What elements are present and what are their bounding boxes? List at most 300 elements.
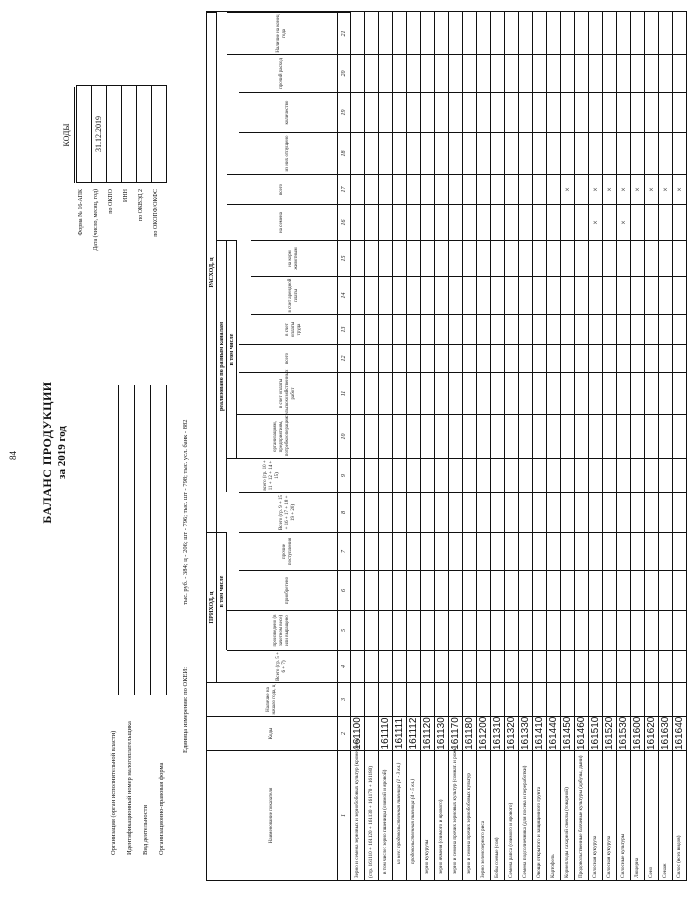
data-cell[interactable] bbox=[365, 458, 378, 492]
data-cell[interactable] bbox=[351, 132, 364, 174]
data-cell[interactable] bbox=[407, 54, 420, 92]
data-cell[interactable] bbox=[561, 532, 574, 570]
data-cell[interactable] bbox=[407, 458, 420, 492]
data-cell[interactable] bbox=[491, 132, 504, 174]
data-cell[interactable] bbox=[617, 682, 630, 716]
data-cell[interactable] bbox=[575, 610, 588, 650]
data-cell[interactable] bbox=[449, 570, 462, 610]
data-cell[interactable] bbox=[631, 682, 644, 716]
data-cell[interactable] bbox=[365, 532, 378, 570]
data-cell[interactable] bbox=[351, 650, 364, 682]
data-cell[interactable] bbox=[631, 414, 644, 458]
data-cell[interactable] bbox=[421, 12, 434, 54]
data-cell[interactable] bbox=[519, 314, 532, 344]
data-cell[interactable] bbox=[673, 276, 686, 314]
data-cell[interactable] bbox=[659, 650, 672, 682]
data-cell[interactable] bbox=[533, 132, 546, 174]
data-cell[interactable] bbox=[421, 132, 434, 174]
data-cell[interactable] bbox=[491, 92, 504, 132]
data-cell[interactable] bbox=[617, 92, 630, 132]
data-cell[interactable] bbox=[589, 650, 602, 682]
data-cell[interactable] bbox=[519, 132, 532, 174]
data-cell[interactable] bbox=[519, 492, 532, 532]
data-cell[interactable] bbox=[351, 492, 364, 532]
data-cell[interactable] bbox=[379, 132, 392, 174]
data-cell[interactable] bbox=[393, 414, 406, 458]
data-cell[interactable] bbox=[673, 92, 686, 132]
data-cell[interactable] bbox=[561, 276, 574, 314]
data-cell[interactable] bbox=[519, 54, 532, 92]
data-cell[interactable] bbox=[617, 458, 630, 492]
data-cell[interactable] bbox=[351, 344, 364, 372]
org-field-line-2[interactable] bbox=[150, 385, 151, 695]
data-cell[interactable] bbox=[393, 276, 406, 314]
org-field-line-3[interactable] bbox=[166, 385, 167, 695]
data-cell[interactable] bbox=[435, 532, 448, 570]
data-cell[interactable] bbox=[519, 610, 532, 650]
data-cell[interactable] bbox=[547, 682, 560, 716]
data-cell[interactable] bbox=[477, 204, 490, 240]
data-cell[interactable] bbox=[631, 344, 644, 372]
data-cell[interactable] bbox=[351, 682, 364, 716]
data-cell[interactable] bbox=[407, 240, 420, 276]
data-cell[interactable] bbox=[393, 92, 406, 132]
data-cell[interactable] bbox=[533, 650, 546, 682]
data-cell[interactable] bbox=[673, 204, 686, 240]
data-cell[interactable] bbox=[365, 344, 378, 372]
data-cell[interactable] bbox=[533, 344, 546, 372]
data-cell[interactable] bbox=[617, 132, 630, 174]
data-cell[interactable] bbox=[575, 650, 588, 682]
data-cell[interactable] bbox=[491, 314, 504, 344]
data-cell[interactable] bbox=[603, 344, 616, 372]
data-cell[interactable] bbox=[435, 344, 448, 372]
data-cell[interactable] bbox=[519, 344, 532, 372]
data-cell[interactable] bbox=[477, 682, 490, 716]
data-cell[interactable] bbox=[379, 610, 392, 650]
data-cell[interactable] bbox=[421, 458, 434, 492]
data-cell[interactable] bbox=[603, 204, 616, 240]
data-cell[interactable] bbox=[631, 372, 644, 414]
data-cell[interactable] bbox=[365, 132, 378, 174]
data-cell[interactable] bbox=[393, 344, 406, 372]
data-cell[interactable] bbox=[519, 570, 532, 610]
data-cell[interactable] bbox=[659, 492, 672, 532]
data-cell[interactable] bbox=[407, 682, 420, 716]
data-cell[interactable] bbox=[449, 532, 462, 570]
data-cell[interactable] bbox=[547, 276, 560, 314]
data-cell[interactable] bbox=[561, 492, 574, 532]
data-cell[interactable] bbox=[519, 414, 532, 458]
org-field-line-1[interactable] bbox=[134, 385, 135, 695]
data-cell[interactable] bbox=[631, 610, 644, 650]
data-cell[interactable] bbox=[449, 458, 462, 492]
data-cell[interactable] bbox=[491, 650, 504, 682]
data-cell[interactable] bbox=[631, 12, 644, 54]
data-cell[interactable] bbox=[659, 610, 672, 650]
data-cell[interactable] bbox=[449, 414, 462, 458]
data-cell[interactable] bbox=[561, 458, 574, 492]
data-cell[interactable] bbox=[463, 682, 476, 716]
data-cell[interactable] bbox=[645, 650, 658, 682]
data-cell[interactable] bbox=[505, 372, 518, 414]
data-cell[interactable] bbox=[421, 610, 434, 650]
data-cell[interactable] bbox=[645, 204, 658, 240]
data-cell[interactable] bbox=[393, 492, 406, 532]
data-cell[interactable] bbox=[393, 54, 406, 92]
data-cell[interactable] bbox=[589, 314, 602, 344]
data-cell[interactable] bbox=[673, 414, 686, 458]
data-cell[interactable] bbox=[463, 610, 476, 650]
data-cell[interactable] bbox=[575, 344, 588, 372]
data-cell[interactable] bbox=[603, 314, 616, 344]
data-cell[interactable] bbox=[449, 12, 462, 54]
data-cell[interactable] bbox=[547, 532, 560, 570]
data-cell[interactable] bbox=[463, 54, 476, 92]
data-cell[interactable] bbox=[365, 174, 378, 204]
data-cell[interactable] bbox=[379, 344, 392, 372]
data-cell[interactable] bbox=[379, 532, 392, 570]
data-cell[interactable] bbox=[435, 132, 448, 174]
data-cell[interactable] bbox=[351, 276, 364, 314]
data-cell[interactable] bbox=[645, 132, 658, 174]
data-cell[interactable] bbox=[659, 54, 672, 92]
data-cell[interactable] bbox=[449, 132, 462, 174]
data-cell[interactable] bbox=[645, 276, 658, 314]
data-cell[interactable] bbox=[561, 414, 574, 458]
data-cell[interactable] bbox=[379, 204, 392, 240]
data-cell[interactable] bbox=[393, 458, 406, 492]
data-cell[interactable] bbox=[659, 314, 672, 344]
data-cell[interactable] bbox=[547, 458, 560, 492]
data-cell[interactable] bbox=[547, 414, 560, 458]
data-cell[interactable] bbox=[589, 682, 602, 716]
data-cell[interactable] bbox=[449, 650, 462, 682]
data-cell[interactable] bbox=[435, 682, 448, 716]
data-cell[interactable] bbox=[505, 682, 518, 716]
data-cell[interactable] bbox=[435, 174, 448, 204]
data-cell[interactable] bbox=[421, 92, 434, 132]
data-cell[interactable] bbox=[365, 92, 378, 132]
data-cell[interactable] bbox=[533, 204, 546, 240]
data-cell[interactable] bbox=[393, 174, 406, 204]
data-cell[interactable] bbox=[673, 240, 686, 276]
data-cell[interactable] bbox=[547, 12, 560, 54]
data-cell[interactable] bbox=[519, 204, 532, 240]
data-cell[interactable] bbox=[505, 54, 518, 92]
data-cell[interactable] bbox=[645, 682, 658, 716]
data-cell[interactable] bbox=[491, 458, 504, 492]
data-cell[interactable] bbox=[617, 240, 630, 276]
data-cell[interactable] bbox=[547, 204, 560, 240]
data-cell[interactable] bbox=[673, 12, 686, 54]
data-cell[interactable] bbox=[603, 458, 616, 492]
data-cell[interactable] bbox=[449, 492, 462, 532]
data-cell[interactable] bbox=[449, 610, 462, 650]
data-cell[interactable] bbox=[603, 650, 616, 682]
data-cell[interactable] bbox=[575, 174, 588, 204]
data-cell[interactable] bbox=[351, 414, 364, 458]
data-cell[interactable] bbox=[491, 532, 504, 570]
data-cell[interactable] bbox=[561, 54, 574, 92]
data-cell[interactable] bbox=[533, 174, 546, 204]
data-cell[interactable] bbox=[407, 610, 420, 650]
data-cell[interactable] bbox=[505, 610, 518, 650]
data-cell[interactable] bbox=[659, 682, 672, 716]
data-cell[interactable] bbox=[491, 174, 504, 204]
data-cell[interactable] bbox=[617, 314, 630, 344]
data-cell[interactable] bbox=[379, 92, 392, 132]
data-cell[interactable] bbox=[421, 570, 434, 610]
data-cell[interactable] bbox=[631, 314, 644, 344]
data-cell[interactable] bbox=[673, 132, 686, 174]
data-cell[interactable] bbox=[463, 12, 476, 54]
data-cell[interactable] bbox=[379, 240, 392, 276]
data-cell[interactable] bbox=[449, 314, 462, 344]
data-cell[interactable] bbox=[617, 12, 630, 54]
data-cell[interactable] bbox=[505, 570, 518, 610]
data-cell[interactable] bbox=[435, 92, 448, 132]
data-cell[interactable] bbox=[491, 414, 504, 458]
data-cell[interactable] bbox=[351, 314, 364, 344]
data-cell[interactable] bbox=[449, 372, 462, 414]
data-cell[interactable] bbox=[589, 570, 602, 610]
data-cell[interactable] bbox=[435, 12, 448, 54]
data-cell[interactable] bbox=[659, 344, 672, 372]
data-cell[interactable] bbox=[575, 92, 588, 132]
data-cell[interactable] bbox=[589, 458, 602, 492]
data-cell[interactable] bbox=[631, 492, 644, 532]
data-cell[interactable] bbox=[491, 12, 504, 54]
data-cell[interactable] bbox=[379, 650, 392, 682]
data-cell[interactable] bbox=[505, 12, 518, 54]
data-cell[interactable] bbox=[351, 570, 364, 610]
data-cell[interactable] bbox=[379, 12, 392, 54]
data-cell[interactable] bbox=[449, 682, 462, 716]
data-cell[interactable] bbox=[533, 414, 546, 458]
data-cell[interactable] bbox=[505, 414, 518, 458]
data-cell[interactable] bbox=[477, 458, 490, 492]
data-cell[interactable] bbox=[547, 174, 560, 204]
data-cell[interactable] bbox=[659, 204, 672, 240]
data-cell[interactable] bbox=[533, 458, 546, 492]
data-cell[interactable] bbox=[435, 372, 448, 414]
data-cell[interactable] bbox=[519, 682, 532, 716]
data-cell[interactable] bbox=[393, 650, 406, 682]
data-cell[interactable] bbox=[407, 92, 420, 132]
data-cell[interactable] bbox=[561, 682, 574, 716]
data-cell[interactable] bbox=[533, 12, 546, 54]
data-cell[interactable] bbox=[659, 92, 672, 132]
data-cell[interactable] bbox=[435, 492, 448, 532]
data-cell[interactable] bbox=[631, 650, 644, 682]
data-cell[interactable] bbox=[505, 204, 518, 240]
data-cell[interactable] bbox=[631, 240, 644, 276]
data-cell[interactable] bbox=[463, 458, 476, 492]
data-cell[interactable] bbox=[547, 610, 560, 650]
data-cell[interactable] bbox=[421, 276, 434, 314]
data-cell[interactable] bbox=[379, 372, 392, 414]
data-cell[interactable] bbox=[519, 458, 532, 492]
data-cell[interactable] bbox=[379, 276, 392, 314]
data-cell[interactable] bbox=[631, 54, 644, 92]
data-cell[interactable] bbox=[603, 610, 616, 650]
data-cell[interactable] bbox=[519, 240, 532, 276]
data-cell[interactable] bbox=[519, 12, 532, 54]
data-cell[interactable] bbox=[393, 314, 406, 344]
data-cell[interactable] bbox=[645, 414, 658, 458]
data-cell[interactable] bbox=[631, 570, 644, 610]
data-cell[interactable] bbox=[561, 204, 574, 240]
data-cell[interactable] bbox=[351, 458, 364, 492]
data-cell[interactable] bbox=[547, 132, 560, 174]
data-cell[interactable] bbox=[589, 132, 602, 174]
data-cell[interactable] bbox=[575, 54, 588, 92]
data-cell[interactable] bbox=[533, 492, 546, 532]
data-cell[interactable] bbox=[603, 682, 616, 716]
data-cell[interactable] bbox=[435, 314, 448, 344]
data-cell[interactable] bbox=[673, 492, 686, 532]
data-cell[interactable] bbox=[575, 276, 588, 314]
data-cell[interactable] bbox=[589, 276, 602, 314]
data-cell[interactable] bbox=[477, 570, 490, 610]
data-cell[interactable] bbox=[673, 314, 686, 344]
data-cell[interactable] bbox=[617, 414, 630, 458]
data-cell[interactable] bbox=[505, 344, 518, 372]
data-cell[interactable] bbox=[561, 344, 574, 372]
data-cell[interactable] bbox=[659, 372, 672, 414]
data-cell[interactable] bbox=[589, 12, 602, 54]
data-cell[interactable] bbox=[547, 650, 560, 682]
data-cell[interactable] bbox=[519, 276, 532, 314]
data-cell[interactable] bbox=[463, 570, 476, 610]
data-cell[interactable] bbox=[547, 344, 560, 372]
data-cell[interactable] bbox=[365, 54, 378, 92]
data-cell[interactable] bbox=[463, 492, 476, 532]
data-cell[interactable] bbox=[575, 372, 588, 414]
data-cell[interactable] bbox=[561, 610, 574, 650]
data-cell[interactable] bbox=[645, 314, 658, 344]
data-cell[interactable] bbox=[631, 276, 644, 314]
data-cell[interactable] bbox=[379, 570, 392, 610]
org-field-line-0[interactable] bbox=[118, 385, 119, 695]
data-cell[interactable] bbox=[617, 372, 630, 414]
data-cell[interactable] bbox=[561, 570, 574, 610]
data-cell[interactable] bbox=[547, 92, 560, 132]
data-cell[interactable] bbox=[617, 492, 630, 532]
data-cell[interactable] bbox=[393, 682, 406, 716]
data-cell[interactable] bbox=[673, 610, 686, 650]
data-cell[interactable] bbox=[575, 492, 588, 532]
data-cell[interactable] bbox=[365, 314, 378, 344]
data-cell[interactable] bbox=[463, 532, 476, 570]
data-cell[interactable] bbox=[477, 492, 490, 532]
data-cell[interactable] bbox=[631, 532, 644, 570]
data-cell[interactable] bbox=[603, 276, 616, 314]
data-cell[interactable] bbox=[365, 240, 378, 276]
data-cell[interactable] bbox=[407, 174, 420, 204]
data-cell[interactable] bbox=[645, 372, 658, 414]
data-cell[interactable] bbox=[351, 240, 364, 276]
data-cell[interactable] bbox=[673, 570, 686, 610]
data-cell[interactable] bbox=[547, 492, 560, 532]
data-cell[interactable] bbox=[435, 570, 448, 610]
data-cell[interactable] bbox=[407, 492, 420, 532]
data-cell[interactable] bbox=[477, 132, 490, 174]
data-cell[interactable] bbox=[379, 492, 392, 532]
data-cell[interactable] bbox=[603, 132, 616, 174]
data-cell[interactable] bbox=[533, 682, 546, 716]
code-value-5[interactable] bbox=[152, 86, 166, 182]
data-cell[interactable] bbox=[533, 276, 546, 314]
data-cell[interactable] bbox=[589, 492, 602, 532]
data-cell[interactable] bbox=[519, 532, 532, 570]
code-value-1[interactable]: 31.12.2019 bbox=[92, 86, 107, 182]
data-cell[interactable] bbox=[491, 682, 504, 716]
data-cell[interactable] bbox=[505, 240, 518, 276]
data-cell[interactable] bbox=[561, 240, 574, 276]
data-cell[interactable] bbox=[589, 344, 602, 372]
data-cell[interactable] bbox=[547, 570, 560, 610]
data-cell[interactable] bbox=[617, 276, 630, 314]
data-cell[interactable] bbox=[491, 610, 504, 650]
data-cell[interactable] bbox=[575, 458, 588, 492]
data-cell[interactable] bbox=[645, 344, 658, 372]
data-cell[interactable] bbox=[533, 532, 546, 570]
data-cell[interactable] bbox=[561, 12, 574, 54]
data-cell[interactable] bbox=[533, 314, 546, 344]
data-cell[interactable] bbox=[575, 204, 588, 240]
data-cell[interactable] bbox=[421, 314, 434, 344]
data-cell[interactable] bbox=[421, 532, 434, 570]
data-cell[interactable] bbox=[533, 610, 546, 650]
data-cell[interactable] bbox=[519, 372, 532, 414]
data-cell[interactable] bbox=[351, 204, 364, 240]
data-cell[interactable] bbox=[365, 682, 378, 716]
data-cell[interactable] bbox=[421, 344, 434, 372]
data-cell[interactable] bbox=[379, 414, 392, 458]
data-cell[interactable] bbox=[603, 240, 616, 276]
data-cell[interactable] bbox=[449, 204, 462, 240]
data-cell[interactable] bbox=[393, 204, 406, 240]
data-cell[interactable] bbox=[477, 240, 490, 276]
data-cell[interactable] bbox=[575, 240, 588, 276]
data-cell[interactable] bbox=[659, 240, 672, 276]
data-cell[interactable] bbox=[435, 240, 448, 276]
data-cell[interactable] bbox=[365, 276, 378, 314]
data-cell[interactable] bbox=[533, 92, 546, 132]
data-cell[interactable] bbox=[589, 372, 602, 414]
data-cell[interactable] bbox=[603, 532, 616, 570]
data-cell[interactable] bbox=[477, 174, 490, 204]
data-cell[interactable] bbox=[617, 570, 630, 610]
data-cell[interactable] bbox=[435, 54, 448, 92]
data-cell[interactable] bbox=[491, 276, 504, 314]
data-cell[interactable] bbox=[477, 532, 490, 570]
data-cell[interactable] bbox=[505, 132, 518, 174]
data-cell[interactable] bbox=[407, 276, 420, 314]
data-cell[interactable] bbox=[421, 204, 434, 240]
data-cell[interactable] bbox=[435, 610, 448, 650]
data-cell[interactable] bbox=[365, 414, 378, 458]
data-cell[interactable] bbox=[477, 344, 490, 372]
data-cell[interactable] bbox=[603, 372, 616, 414]
data-cell[interactable] bbox=[393, 570, 406, 610]
data-cell[interactable] bbox=[645, 532, 658, 570]
data-cell[interactable] bbox=[365, 610, 378, 650]
data-cell[interactable] bbox=[351, 610, 364, 650]
data-cell[interactable] bbox=[449, 92, 462, 132]
